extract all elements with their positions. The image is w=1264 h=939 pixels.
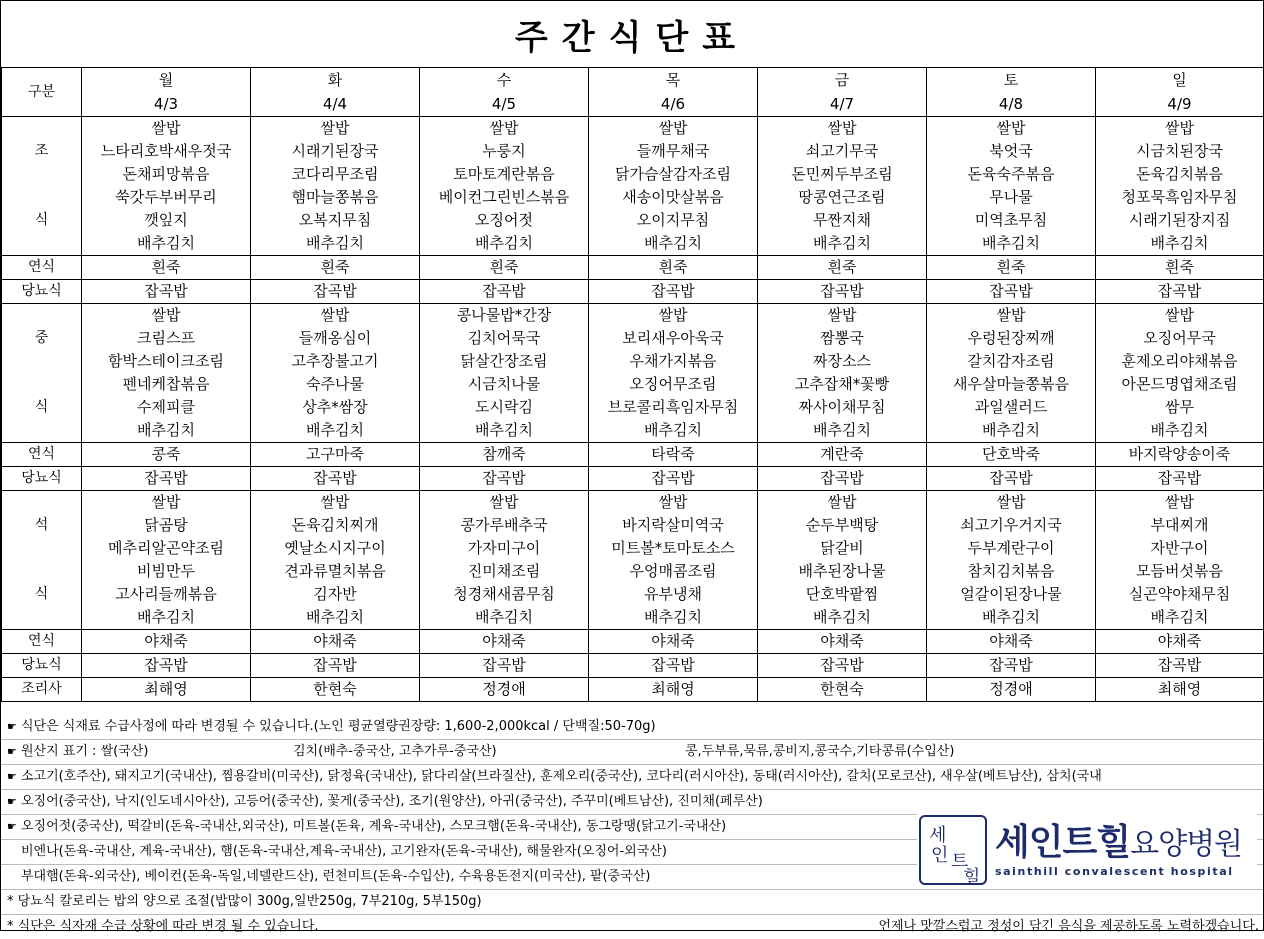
day-name-cell: 수: [420, 68, 589, 93]
soft-diet-cell: 콩죽: [82, 443, 251, 467]
meal-label-cell: 조: [2, 140, 82, 163]
menu-cell: 실곤약야채무침: [1096, 583, 1264, 606]
meal-label-cell: 식: [2, 396, 82, 419]
menu-cell: 순두부백탕: [758, 514, 927, 537]
menu-cell: 돈육김치찌개: [251, 514, 420, 537]
diabetic-diet-label: 당뇨식: [2, 280, 82, 304]
note-text: 오징어(중국산), 낙지(인도네시아산), 고등어(중국산), 꽃게(중국산), 조기(원양산), 아귀(중국산), 주꾸미(베트남산), 진미채(페루산): [21, 794, 763, 809]
cook-cell: 정경애: [420, 678, 589, 702]
diabetic-diet-cell: 잡곡밥: [758, 654, 927, 678]
table-row: [2, 163, 1264, 186]
hospital-logo: [917, 813, 1257, 887]
logo-english-name: sainthill convalescent hospital: [995, 864, 1234, 878]
soft-diet-cell: 흰죽: [420, 256, 589, 280]
note-text: 소고기(호주산), 돼지고기(국내산), 찜용갈비(미국산), 닭정육(국내산), 닭다리살(브라질산), 훈제오리(중국산), 코다리(러시아산), 동태(러시아산), 갈치(모로코산), 새우살(베트남산), 삼치(국내: [21, 769, 1102, 784]
menu-cell: 쌀밥: [251, 117, 420, 141]
menu-cell: 얼갈이된장나물: [927, 583, 1096, 606]
menu-cell: 크림스프: [82, 327, 251, 350]
note-row: [1, 915, 1263, 939]
menu-cell: 돈육숙주볶음: [927, 163, 1096, 186]
meal-label-blank: [2, 419, 82, 443]
menu-cell: 배추김치: [927, 232, 1096, 256]
menu-cell: 숙주나물: [251, 373, 420, 396]
meal-label-blank: [2, 304, 82, 328]
menu-cell: 닭갈비: [758, 537, 927, 560]
day-date-cell: 4/4: [251, 92, 420, 117]
menu-cell: 쇠고기무국: [758, 140, 927, 163]
menu-cell: 오징어무조림: [589, 373, 758, 396]
note-row: [1, 740, 1263, 765]
note-row: [1, 765, 1263, 790]
table-row: [2, 350, 1264, 373]
menu-cell: 새우살마늘쫑볶음: [927, 373, 1096, 396]
menu-cell: 김치어묵국: [420, 327, 589, 350]
day-date-cell: 4/7: [758, 92, 927, 117]
menu-cell: 배추김치: [758, 606, 927, 630]
soft-diet-cell: 흰죽: [589, 256, 758, 280]
menu-cell: 진미채조림: [420, 560, 589, 583]
menu-cell: 배추김치: [758, 232, 927, 256]
diabetic-diet-label: 당뇨식: [2, 467, 82, 491]
menu-cell: 배추김치: [82, 419, 251, 443]
menu-cell: 쌀밥: [758, 117, 927, 141]
menu-cell: 고사리들깨볶음: [82, 583, 251, 606]
soft-diet-cell: 고구마죽: [251, 443, 420, 467]
meal-label-blank: [2, 491, 82, 515]
cook-cell: 최해영: [1096, 678, 1264, 702]
menu-cell: 쌀밥: [758, 304, 927, 328]
menu-cell: 배추김치: [1096, 232, 1264, 256]
meal-label-blank: [2, 350, 82, 373]
day-date-cell: 4/8: [927, 92, 1096, 117]
menu-cell: 짬뽕국: [758, 327, 927, 350]
menu-cell: 돈채피망볶음: [82, 163, 251, 186]
soft-diet-cell: 야채죽: [589, 630, 758, 654]
soft-diet-cell: 야채죽: [82, 630, 251, 654]
diabetic-diet-cell: 잡곡밥: [589, 467, 758, 491]
meal-label-blank: [2, 606, 82, 630]
menu-cell: 고추잡채*꽃빵: [758, 373, 927, 396]
soft-diet-cell: 흰죽: [82, 256, 251, 280]
meal-label-blank: [2, 232, 82, 256]
menu-cell: 닭가슴살감자조림: [589, 163, 758, 186]
menu-cell: 새송이맛살볶음: [589, 186, 758, 209]
menu-cell: 베이컨그린빈스볶음: [420, 186, 589, 209]
menu-cell: 돈육김치볶음: [1096, 163, 1264, 186]
diabetic-diet-cell: 잡곡밥: [251, 280, 420, 304]
menu-cell: 함박스테이크조림: [82, 350, 251, 373]
pointing-hand-icon: ☛: [7, 720, 17, 733]
logo-name: 세인트힐요양병원: [995, 821, 1243, 863]
table-row: [2, 92, 1264, 117]
note-text: 원산지 표기 : 쌀(국산): [21, 744, 149, 759]
menu-cell: 시금치된장국: [1096, 140, 1264, 163]
menu-cell: 쌀밥: [927, 304, 1096, 328]
menu-cell: 배추김치: [82, 606, 251, 630]
menu-cell: 배추김치: [927, 419, 1096, 443]
menu-cell: 오복지무침: [251, 209, 420, 232]
menu-cell: 아몬드명엽채조림: [1096, 373, 1264, 396]
table-row: [2, 491, 1264, 515]
menu-cell: 무짠지채: [758, 209, 927, 232]
menu-cell: 우엉매콤조림: [589, 560, 758, 583]
menu-cell: 돈민찌두부조림: [758, 163, 927, 186]
menu-cell: 수제피클: [82, 396, 251, 419]
diabetic-diet-cell: 잡곡밥: [927, 467, 1096, 491]
diabetic-diet-cell: 잡곡밥: [82, 280, 251, 304]
diabetic-diet-cell: 잡곡밥: [758, 280, 927, 304]
note-text: 부대햄(돈육-외국산), 베이컨(돈육-독일,네델란드산), 런천미트(돈육-수입산), 수육용돈전지(미국산), 팥(중국산): [21, 869, 651, 884]
table-row: [2, 514, 1264, 537]
diabetic-diet-cell: 잡곡밥: [589, 654, 758, 678]
menu-cell: 배추김치: [589, 232, 758, 256]
meal-label-blank: [2, 537, 82, 560]
day-date-cell: 4/6: [589, 92, 758, 117]
menu-cell: 바지락살미역국: [589, 514, 758, 537]
menu-body: [2, 68, 1264, 702]
meal-label-blank: [2, 186, 82, 209]
day-date-cell: 4/5: [420, 92, 589, 117]
note-row: [1, 790, 1263, 815]
table-row: [2, 678, 1264, 702]
menu-cell: 토마토계란볶음: [420, 163, 589, 186]
menu-cell: 미트볼*토마토소스: [589, 537, 758, 560]
soft-diet-cell: 야채죽: [927, 630, 1096, 654]
pointing-hand-icon: ☛: [7, 745, 17, 758]
menu-cell: 배추김치: [589, 419, 758, 443]
menu-cell: 훈제오리야채볶음: [1096, 350, 1264, 373]
meal-label-cell: 식: [2, 583, 82, 606]
menu-cell: 브로콜리흑임자무침: [589, 396, 758, 419]
menu-cell: 배추김치: [251, 419, 420, 443]
table-row: [2, 186, 1264, 209]
menu-cell: 쌀밥: [82, 491, 251, 515]
menu-cell: 상추*쌈장: [251, 396, 420, 419]
menu-cell: 배추김치: [420, 232, 589, 256]
menu-cell: 쌀밥: [758, 491, 927, 515]
day-name-cell: 목: [589, 68, 758, 93]
day-date-cell: 4/9: [1096, 92, 1264, 117]
table-row: [2, 304, 1264, 328]
table-row: [2, 537, 1264, 560]
menu-cell: 배추김치: [420, 419, 589, 443]
cook-cell: 최해영: [589, 678, 758, 702]
diabetic-diet-cell: 잡곡밥: [758, 467, 927, 491]
note-text: 식단은 식재료 수급사정에 따라 변경될 수 있습니다.(노인 평균열량권장량: 1,600-2,000kcal / 단백질:50-70g): [21, 719, 656, 734]
menu-cell: 유부냉채: [589, 583, 758, 606]
table-row: [2, 232, 1264, 256]
menu-cell: 펜네케찹볶음: [82, 373, 251, 396]
menu-cell: 배추김치: [1096, 606, 1264, 630]
meal-label-blank: [2, 163, 82, 186]
menu-cell: 쌀밥: [589, 304, 758, 328]
soft-diet-cell: 흰죽: [1096, 256, 1264, 280]
diabetic-diet-cell: 잡곡밥: [82, 654, 251, 678]
menu-cell: 배추김치: [420, 606, 589, 630]
menu-cell: 쌀밥: [420, 117, 589, 141]
menu-table: [1, 67, 1264, 702]
meal-label-blank: [2, 117, 82, 141]
diabetic-diet-cell: 잡곡밥: [82, 467, 251, 491]
soft-diet-cell: 야채죽: [1096, 630, 1264, 654]
meal-label-blank: [2, 373, 82, 396]
table-row: [2, 419, 1264, 443]
menu-cell: 오징어무국: [1096, 327, 1264, 350]
logo-text: [995, 823, 1242, 878]
meal-label-cell: 식: [2, 209, 82, 232]
menu-cell: 견과류멸치볶음: [251, 560, 420, 583]
menu-cell: 배추김치: [251, 606, 420, 630]
cook-cell: 한현숙: [758, 678, 927, 702]
menu-cell: 땅콩연근조림: [758, 186, 927, 209]
menu-cell: 부대찌개: [1096, 514, 1264, 537]
menu-cell: 배추김치: [927, 606, 1096, 630]
cook-label: 조리사: [2, 678, 82, 702]
pointing-hand-icon: ☛: [7, 795, 17, 808]
menu-cell: 청경채새콤무침: [420, 583, 589, 606]
menu-cell: 가자미구이: [420, 537, 589, 560]
menu-cell: 쌀밥: [589, 117, 758, 141]
menu-cell: 도시락김: [420, 396, 589, 419]
menu-cell: 청포묵흑임자무침: [1096, 186, 1264, 209]
menu-cell: 쌀밥: [82, 117, 251, 141]
soft-diet-cell: 야채죽: [420, 630, 589, 654]
soft-diet-cell: 계란죽: [758, 443, 927, 467]
menu-cell: 배추김치: [589, 606, 758, 630]
menu-cell: 옛날소시지구이: [251, 537, 420, 560]
note-row: [1, 715, 1263, 740]
table-row: [2, 68, 1264, 93]
menu-cell: 쌀밥: [589, 491, 758, 515]
menu-cell: 쌀밥: [927, 117, 1096, 141]
diabetic-diet-cell: 잡곡밥: [251, 467, 420, 491]
menu-cell: 고추장불고기: [251, 350, 420, 373]
soft-diet-cell: 바지락양송이죽: [1096, 443, 1264, 467]
diabetic-diet-cell: 잡곡밥: [420, 654, 589, 678]
soft-diet-cell: 타락죽: [589, 443, 758, 467]
menu-cell: 비빔만두: [82, 560, 251, 583]
day-name-cell: 월: [82, 68, 251, 93]
diabetic-diet-cell: 잡곡밥: [927, 654, 1096, 678]
menu-cell: 짜사이채무침: [758, 396, 927, 419]
diabetic-diet-cell: 잡곡밥: [927, 280, 1096, 304]
meal-label-cell: 중: [2, 327, 82, 350]
table-row: [2, 467, 1264, 491]
table-row: [2, 209, 1264, 232]
menu-cell: 참치김치볶음: [927, 560, 1096, 583]
note-text: 김치(배추-중국산, 고추가루-중국산): [293, 744, 497, 759]
table-row: [2, 327, 1264, 350]
menu-cell: 쑥갓두부버무리: [82, 186, 251, 209]
day-name-cell: 일: [1096, 68, 1264, 93]
menu-cell: 과일샐러드: [927, 396, 1096, 419]
menu-cell: 배추김치: [82, 232, 251, 256]
menu-cell: 자반구이: [1096, 537, 1264, 560]
menu-cell: 모듬버섯볶음: [1096, 560, 1264, 583]
menu-cell: 누룽지: [420, 140, 589, 163]
menu-cell: 시래기된장국: [251, 140, 420, 163]
diabetic-diet-label: 당뇨식: [2, 654, 82, 678]
menu-cell: 쌀밥: [1096, 117, 1264, 141]
menu-cell: 쇠고기우거지국: [927, 514, 1096, 537]
meal-label-blank: [2, 560, 82, 583]
day-name-cell: 화: [251, 68, 420, 93]
soft-diet-cell: 흰죽: [927, 256, 1096, 280]
day-date-cell: 4/3: [82, 92, 251, 117]
pointing-hand-icon: ☛: [7, 820, 17, 833]
menu-cell: 오이지무침: [589, 209, 758, 232]
note-text: 콩,두부류,묵류,콩비지,콩국수,기타콩류(수입산): [685, 744, 955, 759]
soft-diet-label: 연식: [2, 443, 82, 467]
table-row: [2, 256, 1264, 280]
note-row: [1, 890, 1263, 915]
page-title: 주간식단표: [1, 1, 1263, 68]
menu-cell: 북엇국: [927, 140, 1096, 163]
menu-cell: 느타리호박새우젓국: [82, 140, 251, 163]
menu-cell: 쌀밥: [251, 304, 420, 328]
menu-cell: 우렁된장찌깨: [927, 327, 1096, 350]
menu-cell: 두부계란구이: [927, 537, 1096, 560]
soft-diet-cell: 흰죽: [251, 256, 420, 280]
menu-cell: 우채가지볶음: [589, 350, 758, 373]
menu-cell: 시금치나물: [420, 373, 589, 396]
menu-cell: 쌀밥: [927, 491, 1096, 515]
menu-cell: 배추김치: [758, 419, 927, 443]
table-row: [2, 443, 1264, 467]
pointing-hand-icon: ☛: [7, 770, 17, 783]
menu-cell: 콩나물밥*간장: [420, 304, 589, 328]
day-name-cell: 토: [927, 68, 1096, 93]
menu-cell: 닭곰탕: [82, 514, 251, 537]
menu-cell: 코다리무조림: [251, 163, 420, 186]
soft-diet-cell: 야채죽: [251, 630, 420, 654]
menu-cell: 메추리알곤약조림: [82, 537, 251, 560]
cook-cell: 최해영: [82, 678, 251, 702]
table-row: [2, 606, 1264, 630]
menu-cell: 무나물: [927, 186, 1096, 209]
menu-cell: 배추김치: [251, 232, 420, 256]
menu-cell: 김자반: [251, 583, 420, 606]
note-text: * 당뇨식 칼로리는 밥의 양으로 조절(밥많이 300g,일반250g, 7부210g, 5부150g): [7, 894, 482, 909]
menu-cell: 짜장소스: [758, 350, 927, 373]
menu-cell: 시래기된장지짐: [1096, 209, 1264, 232]
cook-cell: 한현숙: [251, 678, 420, 702]
diabetic-diet-cell: 잡곡밥: [1096, 280, 1264, 304]
table-row: [2, 654, 1264, 678]
soft-diet-cell: 야채죽: [758, 630, 927, 654]
note-text: 언제나 맛깔스럽고 정성이 담긴 음식을 제공하도록 노력하겠습니다.: [878, 919, 1259, 934]
menu-cell: 쌈무: [1096, 396, 1264, 419]
menu-cell: 쌀밥: [420, 491, 589, 515]
table-row: [2, 560, 1264, 583]
menu-cell: 햄마늘쫑볶음: [251, 186, 420, 209]
menu-cell: 갈치감자조림: [927, 350, 1096, 373]
note-text: 오징어젓(중국산), 떡갈비(돈육-국내산,외국산), 미트볼(돈육, 계육-국내산), 스모크햄(돈육-국내산), 동그랑땡(닭고기-국내산): [21, 819, 727, 834]
table-row: [2, 583, 1264, 606]
menu-cell: 들깨옹심이: [251, 327, 420, 350]
table-row: [2, 140, 1264, 163]
menu-cell: 쌀밥: [1096, 304, 1264, 328]
soft-diet-label: 연식: [2, 630, 82, 654]
menu-cell: 오징어젓: [420, 209, 589, 232]
day-name-cell: 금: [758, 68, 927, 93]
seal-logo-icon: 세 인 트 힐: [919, 815, 987, 885]
menu-cell: 쌀밥: [1096, 491, 1264, 515]
soft-diet-label: 연식: [2, 256, 82, 280]
diabetic-diet-cell: 잡곡밥: [251, 654, 420, 678]
menu-cell: 들깨무채국: [589, 140, 758, 163]
note-text: 비엔나(돈육-국내산, 계육-국내산), 햄(돈육-국내산,계육-국내산), 고기완자(돈육-국내산), 해물완자(오징어-외국산): [21, 844, 667, 859]
diabetic-diet-cell: 잡곡밥: [420, 467, 589, 491]
soft-diet-cell: 참깨죽: [420, 443, 589, 467]
table-row: [2, 280, 1264, 304]
menu-cell: 미역초무침: [927, 209, 1096, 232]
diabetic-diet-cell: 잡곡밥: [1096, 467, 1264, 491]
diabetic-diet-cell: 잡곡밥: [420, 280, 589, 304]
soft-diet-cell: 단호박죽: [927, 443, 1096, 467]
meal-label-cell: 석: [2, 514, 82, 537]
menu-cell: 단호박팥찜: [758, 583, 927, 606]
menu-cell: 쌀밥: [251, 491, 420, 515]
menu-cell: 쌀밥: [82, 304, 251, 328]
menu-cell: 배추김치: [1096, 419, 1264, 443]
cook-cell: 정경애: [927, 678, 1096, 702]
menu-cell: 보리새우아욱국: [589, 327, 758, 350]
header-label-cell: 구분: [2, 68, 82, 117]
note-text: * 식단은 식자재 수급 상황에 따라 변경 될 수 있습니다.: [7, 919, 319, 934]
menu-cell: 콩가루배추국: [420, 514, 589, 537]
table-row: [2, 373, 1264, 396]
menu-cell: 닭살간장조림: [420, 350, 589, 373]
table-row: [2, 117, 1264, 141]
diabetic-diet-cell: 잡곡밥: [1096, 654, 1264, 678]
menu-cell: 배추된장나물: [758, 560, 927, 583]
table-row: [2, 630, 1264, 654]
table-row: [2, 396, 1264, 419]
soft-diet-cell: 흰죽: [758, 256, 927, 280]
diabetic-diet-cell: 잡곡밥: [589, 280, 758, 304]
menu-cell: 깻잎지: [82, 209, 251, 232]
